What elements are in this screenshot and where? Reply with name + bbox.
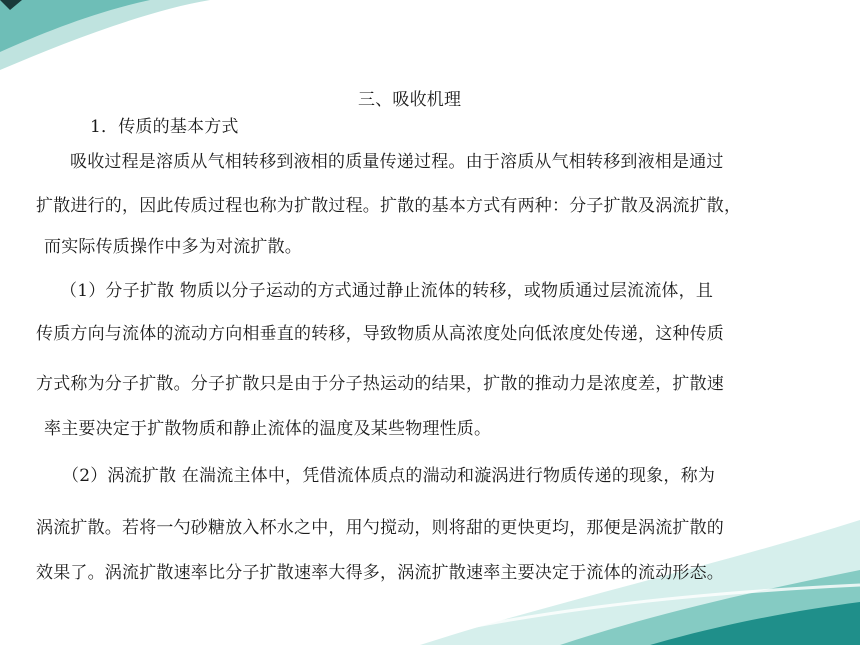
eddy-line-3: 效果了。涡流扩散速率比分子扩散速率大得多，涡流扩散速率主要决定于流体的流动形态。 bbox=[36, 563, 724, 583]
section-subheading: 1．传质的基本方式 bbox=[90, 117, 239, 137]
intro-line-3: 而实际传质操作中多为对流扩散。 bbox=[44, 237, 302, 257]
slide-heading: 三、吸收机理 bbox=[358, 90, 462, 110]
intro-line-1: 吸收过程是溶质从气相转移到液相的质量传递过程。由于溶质从气相转移到液相是通过 bbox=[70, 152, 724, 172]
molecular-line-3: 方式称为分子扩散。分子扩散只是由于分子热运动的结果，扩散的推动力是浓度差，扩散速 bbox=[36, 374, 724, 394]
eddy-line-1: （2）涡流扩散 在湍流主体中，凭借流体质点的湍动和漩涡进行物质传递的现象，称为 bbox=[62, 466, 716, 486]
intro-line-2: 扩散进行的，因此传质过程也称为扩散过程。扩散的基本方式有两种：分子扩散及涡流扩散， bbox=[36, 196, 742, 216]
molecular-line-2: 传质方向与流体的流动方向相垂直的转移，导致物质从高浓度处向低浓度处传递，这种传质 bbox=[36, 324, 724, 344]
molecular-line-1: （1）分子扩散 物质以分子运动的方式通过静止流体的转移，或物质通过层流流体，且 bbox=[60, 281, 714, 301]
eddy-line-2: 涡流扩散。若将一勺砂糖放入杯水之中，用勺搅动，则将甜的更快更均，那便是涡流扩散的 bbox=[36, 518, 724, 538]
molecular-line-4: 率主要决定于扩散物质和静止流体的温度及某些物理性质。 bbox=[44, 419, 492, 439]
